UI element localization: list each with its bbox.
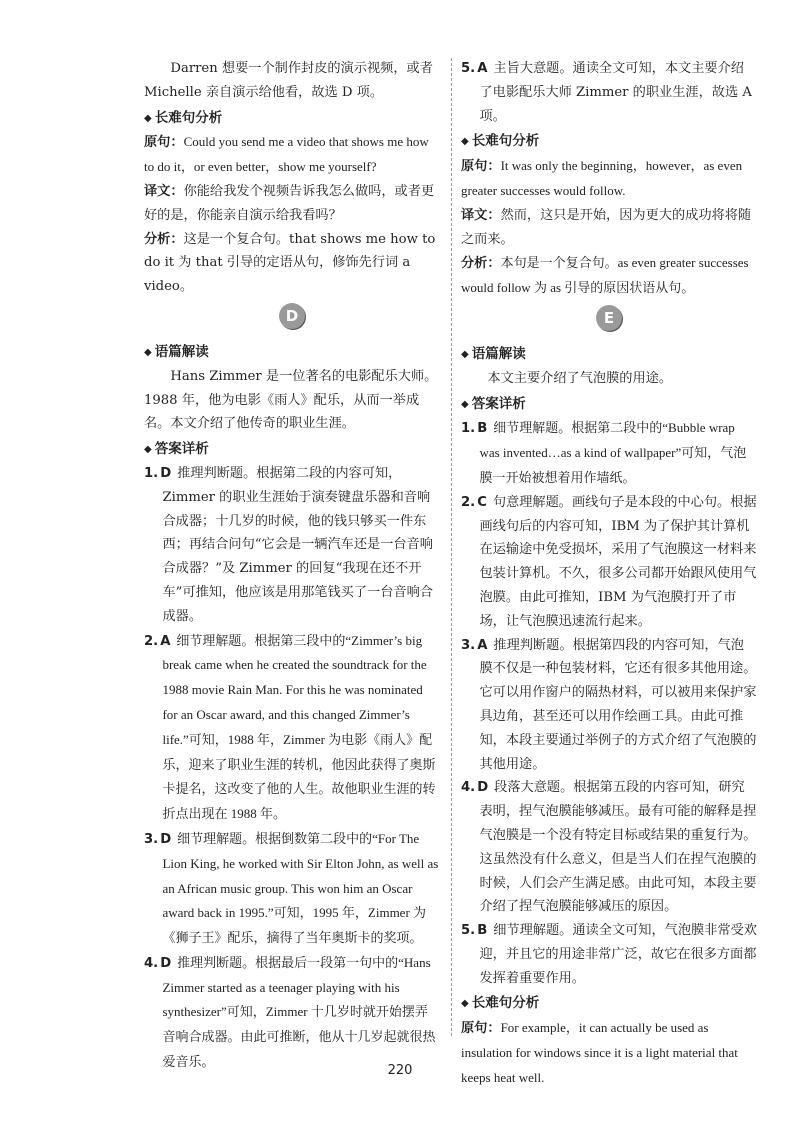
triangle-icon: ◆ [144, 444, 152, 456]
answer-item: 2. C 句意理解题。画线句子是本段的中心句。根据画线句后的内容可知，IBM 为了保护其计算机在运输途中免受损坏，采用了气泡膜这一材料来包装计算机。不久，很多公司都开始跟风使用气泡膜。由此可推知，IBM 为气泡膜打开了市场，让气泡膜迅速流行起来。 [461, 494, 757, 629]
answer-item: 5. B 细节理解题。通读全文可知，气泡膜非常受欢迎，并且它的用途非常广泛，故它在很多方面都发挥着重要作用。 [461, 923, 757, 986]
triangle-icon: ◆ [461, 136, 469, 148]
original-sentence: 原句：Could you send me a video that shows me how to do it，or even better，show me yourself? [144, 134, 429, 175]
long-sentence-heading: ◆ 长难句分析 [461, 130, 757, 154]
original-sentence: 原句：For example，it can actually be used as insulation for windows since it is a light material that keeps heat well. [461, 1020, 738, 1085]
section-badge-row [461, 301, 757, 341]
intro-paragraph: Darren 想要一个制作封皮的演示视频，或者 Michelle 亲自演示给他看，故选 D 项。 [144, 61, 433, 100]
section-badge-row [144, 299, 440, 339]
page-number: 220 [387, 1063, 413, 1078]
answer-item: 2. A 细节理解题。根据第三段中的“Zimmer’s big break came when he created the soundtrack for the 1988 movie Rain Man. For this he was nominated for an Oscar award, and this changed Zimmer’s life.”可知，1988 年，Zimmer 为电影《雨人》配乐，迎来了职业生涯的转机，他因此获得了奥斯卡提名，这改变了他的人生。故他职业生涯的转折点出现在 1988 年。 [144, 632, 436, 822]
analysis: 分析：这是一个复合句。that shows me how to do it 为 that 引导的定语从句，修饰先行词 a video。 [144, 231, 436, 295]
answer-item: 1. B 细节理解题。根据第二段中的“Bubble wrap was invented…as a kind of wallpaper”可知，气泡膜一开始被想着用作墙纸。 [461, 420, 747, 485]
triangle-icon: ◆ [461, 398, 469, 410]
analysis: 分析：本句是一个复合句。as even greater successes would follow 为 as 引导的原因状语从句。 [461, 255, 749, 296]
answer-item: 4. D 段落大意题。根据第五段的内容可知，研究表明，捏气泡膜能够减压。最有可能的解释是捏气泡膜是一个没有特定目标或结果的重复行为。这虽然没有什么意义，但是当人们在捏气泡膜的时候，人们会产生满足感。由此可知，本段主要介绍了捏气泡膜能够减压的原因。 [461, 780, 757, 915]
answer-item: 3. A 推理判断题。根据第四段的内容可知，气泡膜不仅是一种包装材料，它还有很多其他用途。它可以用作窗户的隔热材料，可以被用来保护家具边角，甚至还可以用作绘画工具。由此可推知，本段主要通过举例子的方式介绍了气泡膜的其他用途。 [461, 637, 757, 772]
translation: 译文：然而，这只是开始，因为更大的成功将将随之而来。 [461, 207, 752, 247]
original-sentence: 原句：It was only the beginning，however，as even greater successes would follow. [461, 158, 743, 198]
column-divider [451, 58, 452, 1036]
answers-heading: ◆ 答案详析 [461, 393, 757, 417]
answer-item: 1. D 推理判断题。根据第二段的内容可知，Zimmer 的职业生涯始于演奏键盘乐器和音响合成器；十几岁的时候，他的钱只够买一件东西；再结合问句“它会是一辆汽车还是一台音响合成器？”及 Zimmer 的回复“我现在还不开车”可推知，他应该是用那笔钱买了一台音响合成器。 [144, 465, 433, 624]
right-column [461, 57, 757, 1091]
triangle-icon: ◆ [144, 112, 152, 124]
answer-item: 4. D 推理判断题。根据最后一段第一句中的“Hans Zimmer started as a teenager playing with his synthesizer”可知，Zimmer 十几岁时就开始摆弄音响合成器。由此可推断，他从十几岁起就很热爱音乐。 [144, 954, 436, 1070]
triangle-icon: ◆ [144, 346, 152, 358]
long-sentence-heading: ◆ 长难句分析 [461, 992, 757, 1016]
passage-summary: Hans Zimmer 是一位著名的电影配乐大师。1988 年，他为电影《雨人》配乐，从而一举成名。本文介绍了他传奇的职业生涯。 [144, 368, 438, 432]
passage-heading: ◆ 语篇解读 [461, 343, 757, 367]
answer-item: 5. A 主旨大意题。通读全文可知，本文主要介绍了电影配乐大师 Zimmer 的职业生涯，故选 A 项。 [461, 61, 752, 124]
section-badge-e: E [596, 305, 622, 331]
translation: 译文：你能给我发个视频告诉我怎么做吗，或者更好的是，你能亲自演示给我看吗？ [144, 183, 435, 223]
triangle-icon: ◆ [461, 348, 469, 360]
left-column [144, 57, 440, 1075]
long-sentence-heading: ◆ 长难句分析 [144, 107, 440, 131]
section-badge-d: D [279, 303, 305, 329]
passage-heading: ◆ 语篇解读 [144, 341, 440, 365]
passage-summary: 本文主要介绍了气泡膜的用途。 [487, 370, 673, 386]
answers-heading: ◆ 答案详析 [144, 438, 440, 462]
answer-item: 3. D 细节理解题。根据倒数第二段中的“For The Lion King, he worked with Sir Elton John, as well as an African music group. This won him an Oscar award back in 1995.”可知，1995 年，Zimmer 为《狮子王》配乐，摘得了当年奥斯卡的奖项。 [144, 830, 439, 946]
triangle-icon: ◆ [461, 998, 469, 1010]
